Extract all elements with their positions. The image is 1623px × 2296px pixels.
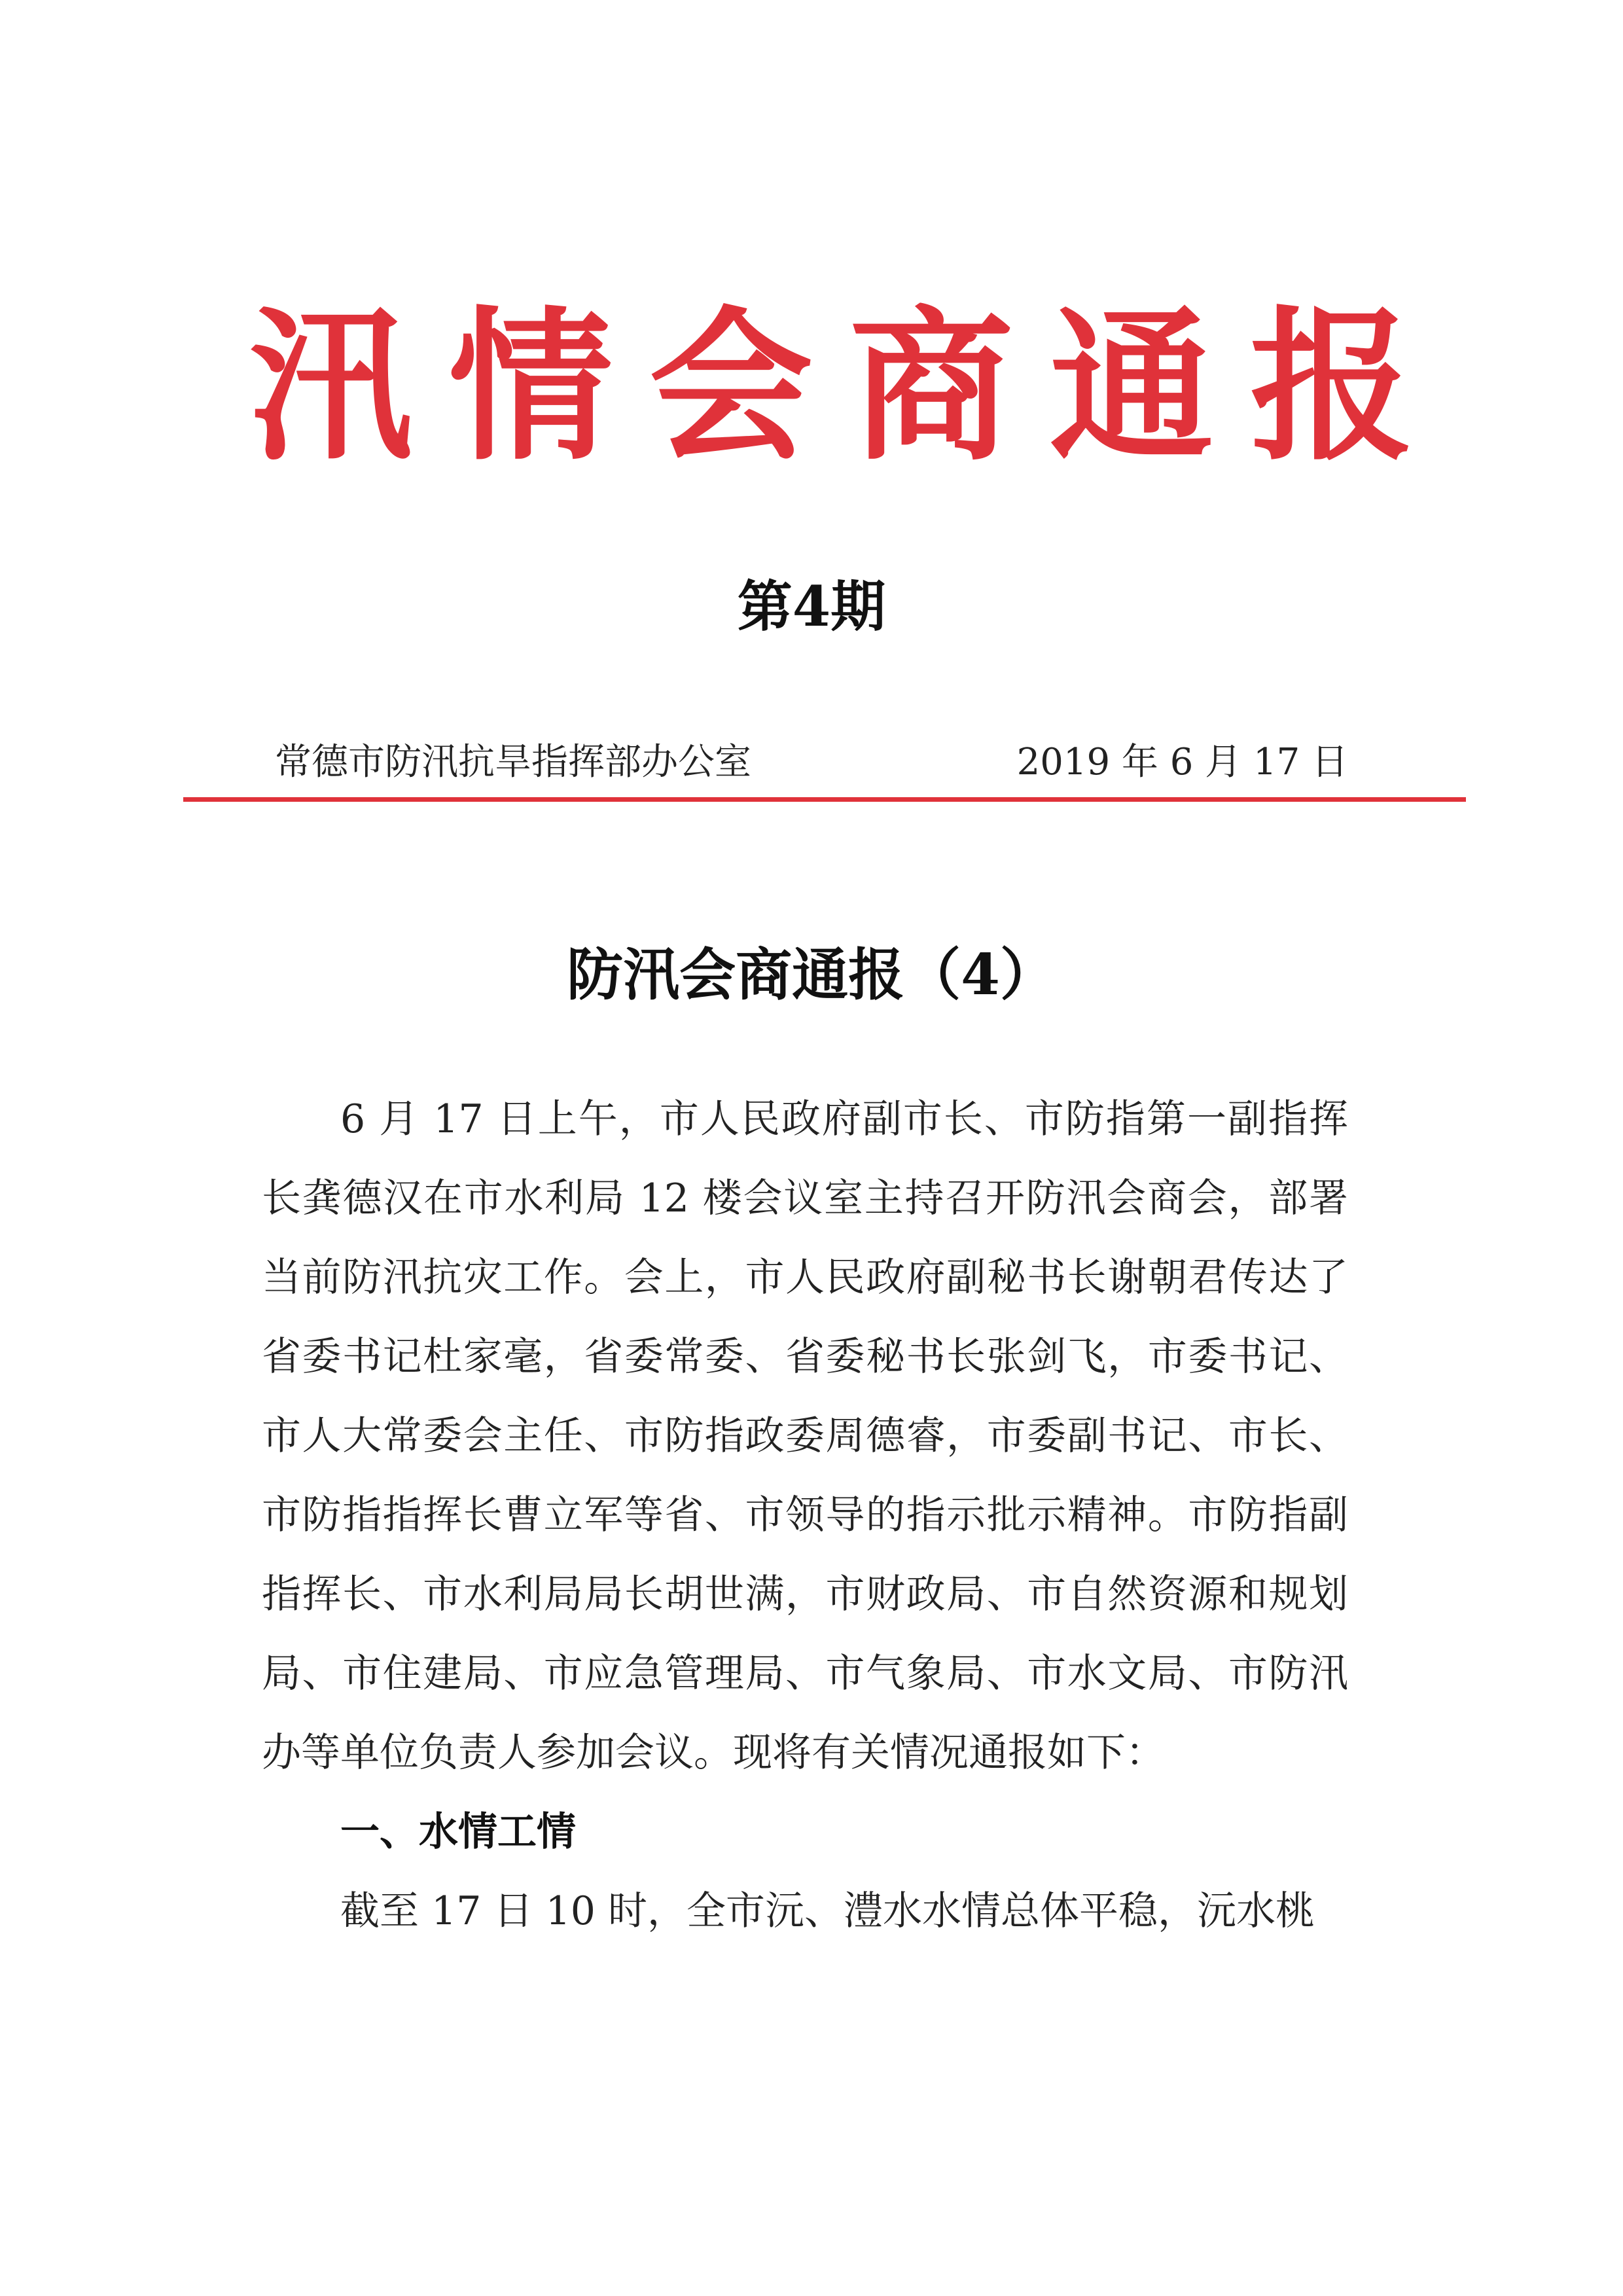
masthead-char: 情 (449, 290, 613, 482)
masthead-char: 通 (1050, 290, 1213, 482)
issue-number: 第4期 (737, 574, 886, 639)
document-body (262, 1080, 1348, 1951)
section-paragraph: 截至 17 日 10 时，全市沅、澧水水情总体平稳，沅水桃 (340, 1888, 1315, 1934)
document-title: 防汛会商通报（4） (567, 942, 1056, 1008)
masthead-char: 商 (849, 290, 1013, 482)
masthead-char: 会 (649, 290, 813, 482)
masthead-title (249, 288, 1414, 484)
masthead-char: 汛 (249, 290, 412, 482)
section-heading: 一、水情工情 (340, 1809, 576, 1855)
issuer-date-row (275, 733, 1348, 792)
red-divider-line (183, 797, 1466, 802)
issuer-name: 常德市防汛抗旱指挥部办公室 (275, 741, 751, 783)
intro-paragraph: 6 月 17 日上午，市人民政府副市长、市防指第一副指挥长龚德汉在市水利局 12 楼会议室主持召开防汛会商会，部署当前防汛抗灾工作。会上，市人民政府副秘书长谢朝君传达了省委书记杜家毫，省委常委、省委秘书长张剑飞，市委书记、市人大常委会主任、市防指政委周德睿，市委副书记、市长、市防指指挥长曹立军等省、市领导的指示批示精神。市防指副指挥长、市水利局局长胡世满，市财政局、市自然资源和规划局、市住建局、市应急管理局、市气象局、市水文局、市防汛办等单位负责人参加会议。现将有关情况通报如下： (262, 1096, 1348, 1776)
issue-date: 2019 年 6 月 17 日 (1016, 741, 1348, 783)
masthead-char: 报 (1250, 290, 1414, 482)
